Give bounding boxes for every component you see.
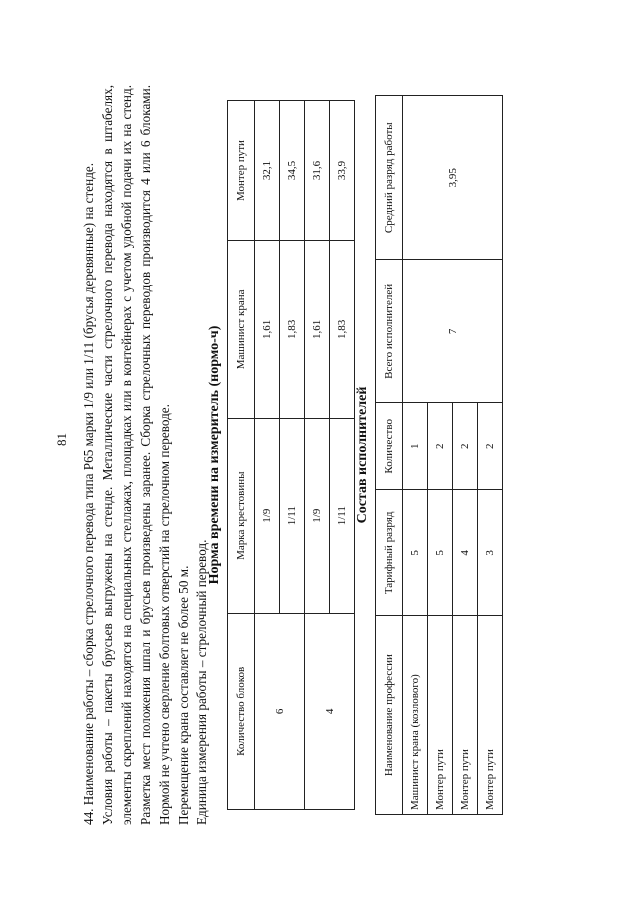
cell-blocks: 6 bbox=[255, 613, 305, 809]
col-header-grade: Тарифный разряд bbox=[376, 490, 403, 616]
work-title: 44. Наименование работы – сборка стрелочного перевода типа Р65 марки 1/9 или 1/11 (брусья деревянные) на стенде. bbox=[81, 162, 96, 825]
cell-mark: 1/11 bbox=[280, 418, 305, 613]
cell-mark: 1/11 bbox=[330, 418, 355, 613]
cell-grade: 5 bbox=[403, 490, 428, 616]
col-header-total: Всего исполнителей bbox=[376, 260, 403, 403]
cell-grade: 4 bbox=[453, 490, 478, 616]
staff-table-caption: Состав исполнителей bbox=[355, 386, 370, 524]
col-header-blocks: Количество блоков bbox=[228, 613, 255, 809]
cell-count: 2 bbox=[428, 403, 453, 490]
cell-profession: Монтер пути bbox=[453, 616, 478, 815]
cell-track: 33,9 bbox=[330, 101, 355, 241]
cell-profession: Монтер пути bbox=[478, 616, 503, 815]
table-row bbox=[305, 101, 330, 810]
table-row bbox=[403, 96, 428, 815]
page-number: 81 bbox=[54, 433, 69, 446]
cell-avg-grade: 3,95 bbox=[403, 96, 503, 260]
cell-count: 2 bbox=[478, 403, 503, 490]
col-header-profession: Наименование профессии bbox=[376, 616, 403, 815]
cell-total: 7 bbox=[403, 260, 503, 403]
col-header-mark: Марка крестовины bbox=[228, 418, 255, 613]
col-header-track: Монтер пути bbox=[228, 101, 255, 241]
col-header-crane: Машинист крана bbox=[228, 241, 255, 419]
cell-crane: 1,83 bbox=[280, 241, 305, 419]
work-description bbox=[80, 85, 212, 825]
cell-mark: 1/9 bbox=[305, 418, 330, 613]
col-header-count: Количество bbox=[376, 403, 403, 490]
crane-movement: Перемещение крана составляет не более 50 м. bbox=[175, 565, 191, 825]
measurement-unit: Единица измерения работы – стрелочный перевод. bbox=[194, 539, 210, 825]
col-header-avg-grade: Средний разряд работы bbox=[376, 96, 403, 260]
cell-crane: 1,61 bbox=[305, 241, 330, 419]
cell-count: 1 bbox=[403, 403, 428, 490]
cell-profession: Машинист крана (козлового) bbox=[403, 616, 428, 815]
cell-crane: 1,83 bbox=[330, 241, 355, 419]
cell-crane: 1,61 bbox=[255, 241, 280, 419]
work-conditions: Условия работы – пакеты брусьев выгружены на стенде. Металлические части стрелочного перевода находятся в штабелях, элементы скреплений находятся на специальных стеллажах, площадках или в контейнерах с учетом удобной подачи их на стенд. Разметка мест положения шпал и брусьев произведены заранее. Сборка стрелочных переводов производится 4 или 6 блоками. Нормой не учтено сверление болтовых отверстий на стрелочном переводе. bbox=[99, 85, 172, 825]
cell-blocks: 4 bbox=[305, 613, 355, 809]
cell-count: 2 bbox=[453, 403, 478, 490]
norm-table-caption: Норма времени на измеритель (нормо-ч) bbox=[207, 325, 222, 585]
cell-profession: Монтер пути bbox=[428, 616, 453, 815]
cell-grade: 5 bbox=[428, 490, 453, 616]
cell-grade: 3 bbox=[478, 490, 503, 616]
table-header-row bbox=[376, 96, 403, 815]
table-header-row bbox=[228, 101, 255, 810]
table-row bbox=[255, 101, 280, 810]
norm-table bbox=[227, 100, 355, 810]
staff-table bbox=[375, 95, 503, 815]
cell-track: 32,1 bbox=[255, 101, 280, 241]
cell-track: 31,6 bbox=[305, 101, 330, 241]
cell-mark: 1/9 bbox=[255, 418, 280, 613]
cell-track: 34,5 bbox=[280, 101, 305, 241]
